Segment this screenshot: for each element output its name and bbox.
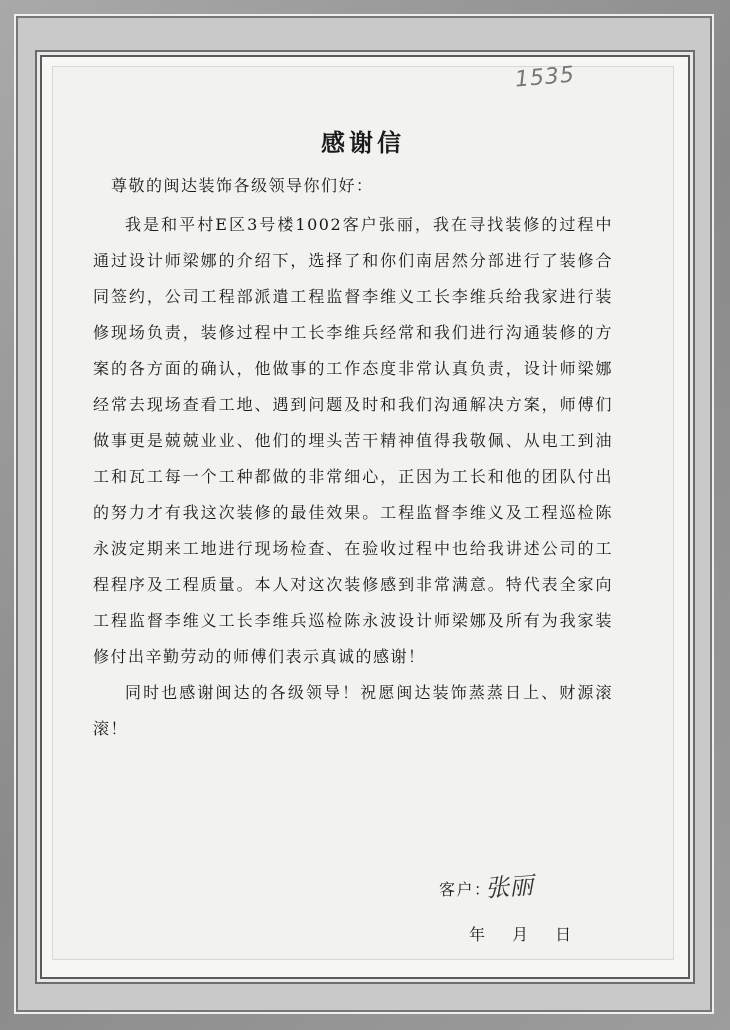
salutation: 尊敬的闽达装饰各级领导你们好： <box>111 176 374 195</box>
letter-title: 感谢信 <box>321 128 405 157</box>
handwritten-signature: 张丽 <box>484 871 535 903</box>
date-line: 年 月 日 <box>469 925 572 944</box>
handwritten-corner-mark: 1535 <box>514 62 576 93</box>
letter-body <box>93 207 613 747</box>
letter-page <box>52 62 674 960</box>
customer-label: 客户： <box>439 880 492 899</box>
paragraph-2: 同时也感谢闽达的各级领导！祝愿闽达装饰蒸蒸日上、财源滚滚！ <box>93 683 613 738</box>
paragraph-1: 我是和平村E区3号楼1002客户张丽，我在寻找装修的过程中通过设计师梁娜的介绍下，选择了和你们南居然分部进行了装修合同签约，公司工程部派遣工程监督李维义工长李维兵给我家进行装修现场负责，装修过程中工长李维兵经常和我们进行沟通装修的方案的各方面的确认，他做事的工作态度非常认真负责，设计师梁娜经常去现场查看工地、遇到问题及时和我们沟通解决方案，师傅们做事更是兢兢业业、他们的埋头苦干精神值得我敬佩、从电工到油工和瓦工每一个工种都做的非常细心，正因为工长和他的团队付出的努力才有我这次装修的最佳效果。工程监督李维义及工程巡检陈永波定期来工地进行现场检查、在验收过程中也给我讲述公司的工程程序及工程质量。本人对这次装修感到非常满意。特代表全家向工程监督李维义工长李维兵巡检陈永波设计师梁娜及所有为我家装修付出辛勤劳动的师傅们表示真诚的感谢！ <box>93 215 613 666</box>
